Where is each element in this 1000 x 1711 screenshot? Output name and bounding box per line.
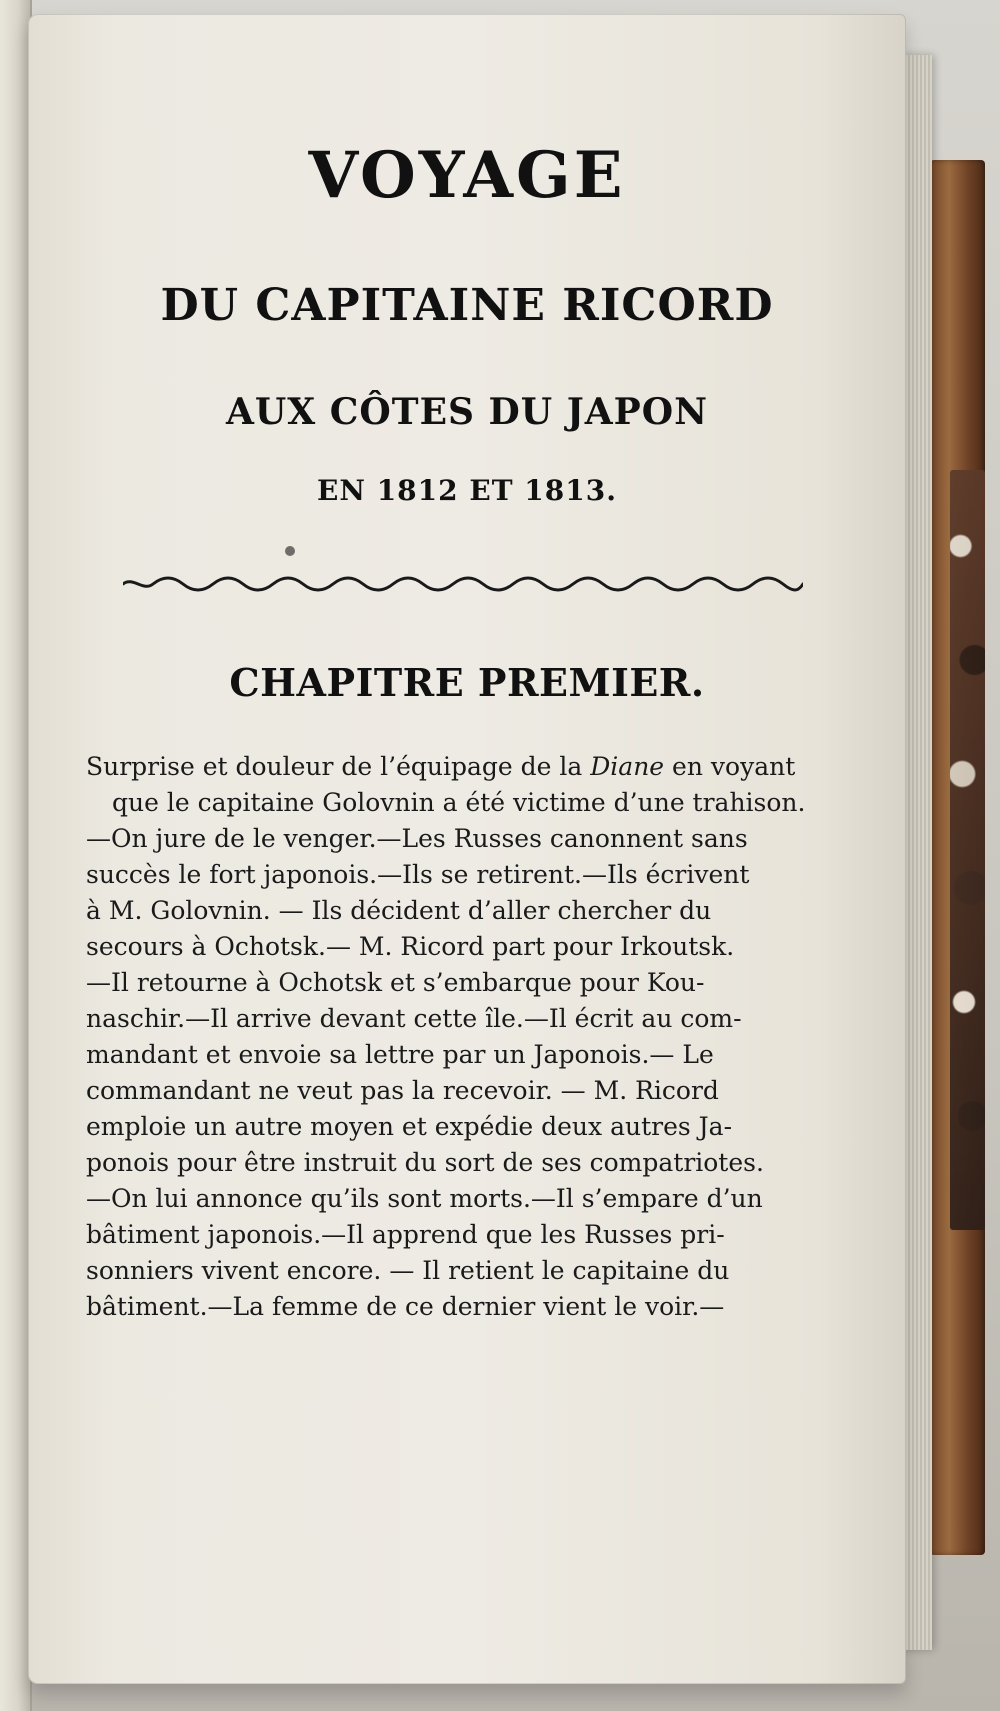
title-coasts: AUX CÔTES DU JAPON xyxy=(225,391,708,433)
summary-line-14: bâtiment japonois.—Il apprend que les Russes pri- xyxy=(86,1220,725,1249)
summary-line-2: que le capitaine Golovnin a été victime d’une trahison. xyxy=(112,788,806,817)
book-page xyxy=(28,14,906,1684)
summary-line-16: bâtiment.—La femme de ce dernier vient le voir.— xyxy=(86,1292,725,1321)
chapter-summary xyxy=(86,749,868,1325)
summary-line-7: —Il retourne à Ochotsk et s’embarque pour Kou- xyxy=(86,968,705,997)
summary-line-1-em: Diane xyxy=(590,752,665,781)
chapter-heading: CHAPITRE PREMIER. xyxy=(229,660,705,705)
summary-line-4: succès le fort japonois.—Ils se retirent.—Ils écrivent xyxy=(86,860,750,889)
summary-line-15: sonniers vivent encore. — Il retient le capitaine du xyxy=(86,1256,730,1285)
summary-line-5: à M. Golovnin. — Ils décident d’aller chercher du xyxy=(86,896,712,925)
summary-line-6: secours à Ochotsk.— M. Ricord part pour Irkoutsk. xyxy=(86,932,735,961)
summary-line-12: ponois pour être instruit du sort de ses compatriotes. xyxy=(86,1148,764,1177)
summary-line-1-pre: Surprise et douleur de l’équipage de la xyxy=(86,752,591,781)
ornament-dot xyxy=(285,546,295,556)
title-voyage: VOYAGE xyxy=(308,138,626,213)
summary-line-1-post: en voyant xyxy=(664,752,796,781)
marbled-endpaper xyxy=(950,470,985,1230)
title-captain: DU CAPITAINE RICORD xyxy=(160,280,774,331)
summary-line-13: —On lui annonce qu’ils sont morts.—Il s’empare d’un xyxy=(86,1184,763,1213)
decorative-rule xyxy=(123,574,803,592)
summary-line-9: mandant et envoie sa lettre par un Japonois.— Le xyxy=(86,1040,714,1069)
summary-line-8: naschir.—Il arrive devant cette île.—Il écrit au com- xyxy=(86,1004,742,1033)
summary-line-10: commandant ne veut pas la recevoir. — M. Ricord xyxy=(86,1076,719,1105)
title-years: EN 1812 ET 1813. xyxy=(317,474,617,507)
summary-line-11: emploie un autre moyen et expédie deux autres Ja- xyxy=(86,1112,733,1141)
summary-line-3: —On jure de le venger.—Les Russes canonnent sans xyxy=(86,824,748,853)
summary-line-1 xyxy=(86,749,868,785)
